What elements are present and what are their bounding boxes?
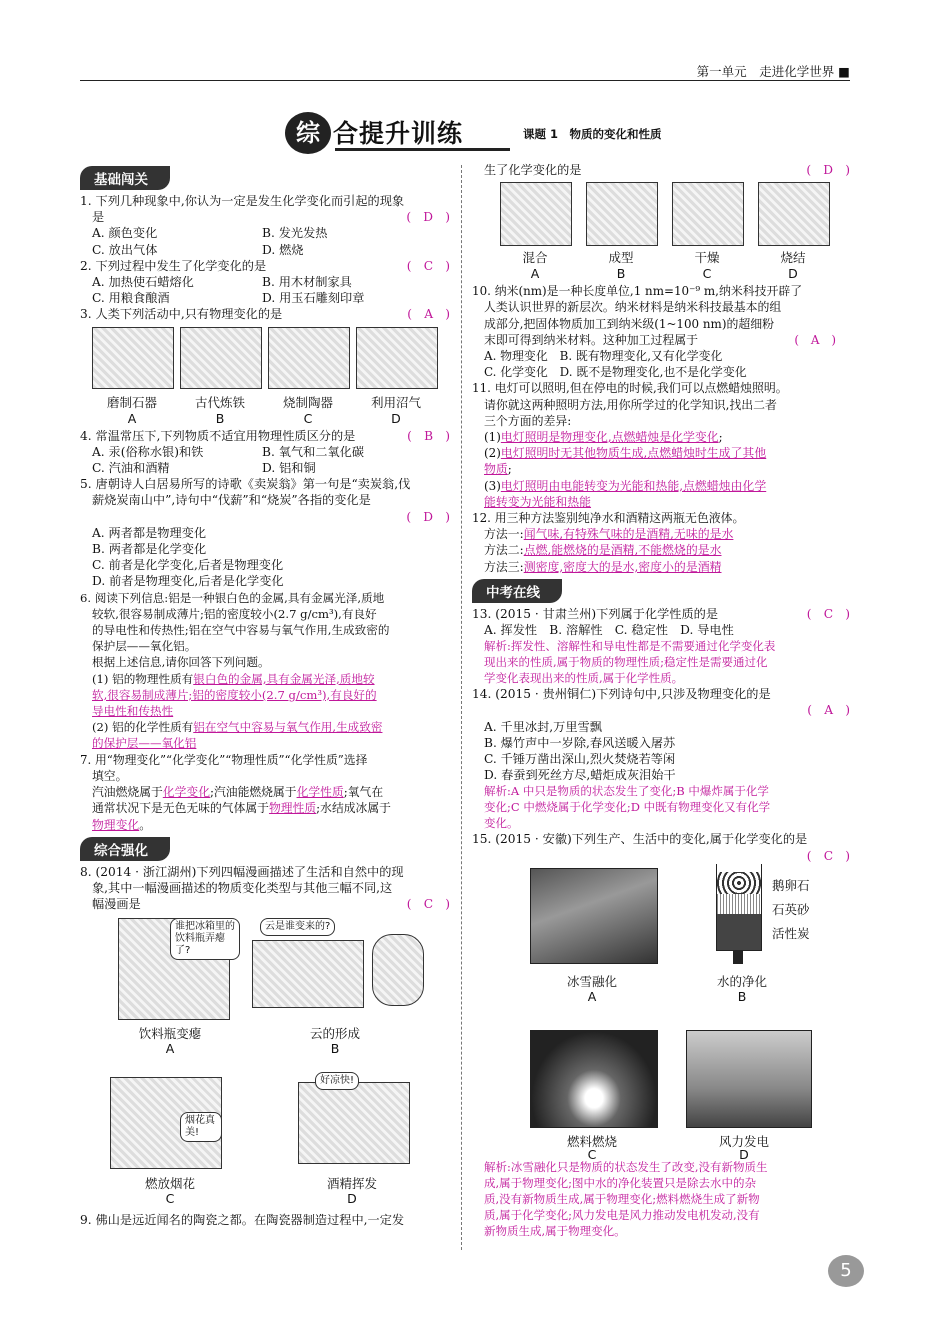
q12-method2: 方法二:	[484, 543, 524, 558]
q9-image-a	[500, 182, 572, 246]
q4-stem: 4. 常温常压下,下列物质不适宜用物理性质区分的是	[80, 428, 356, 443]
q15-filter-device	[716, 864, 762, 951]
q8-letter-c: C	[165, 1191, 175, 1207]
q7-text4: 通常状况下是无色无味的气体属于	[92, 801, 269, 816]
q11-line1: 11. 电灯可以照明,但在停电的时候,我们可以点燃蜡烛照明。	[472, 381, 788, 396]
q1-opt-a: A. 颜色变化	[92, 226, 158, 241]
q8-image-b	[252, 940, 364, 1008]
q15-label-carbon: 活性炭	[772, 925, 810, 941]
q15-explain3: 质,没有新物质生成,属于物理变化;燃料燃烧生成了新物	[484, 1191, 760, 1206]
q10-line4: 末即可得到纳米材料。这种加工过程属于	[484, 332, 699, 347]
q3-image-a	[92, 327, 174, 389]
question-14	[472, 686, 850, 831]
q3-letter-c: C	[303, 410, 313, 426]
q15-explain2: 成,属于物理变化;图中水的净化装置只是除去水中的杂	[484, 1175, 757, 1190]
q4-opt-a: A. 汞(俗称水银)和铁	[92, 444, 204, 459]
q12-answer2: 点燃,能燃烧的是酒精,不能燃烧的是水	[523, 543, 722, 558]
question-12	[472, 510, 850, 575]
q6-line4: 保护层——氧化铝。	[92, 639, 197, 654]
q11-part2: (2)	[484, 446, 501, 461]
q9-letter-c: C	[702, 266, 712, 282]
banner-title: 合提升训练	[333, 119, 464, 148]
q15-photo-a	[530, 868, 658, 964]
q14-opt-c: C. 千锤万凿出深山,烈火焚烧若等闲	[484, 752, 676, 767]
q3-answer: ( A )	[407, 307, 450, 322]
q12-answer3: 测密度,密度大的是水,密度小的是酒精	[523, 559, 722, 574]
q10-opts-cd: C. 化学变化 D. 既不是物理变化,也不是化学变化	[484, 365, 747, 380]
q15-explain4: 质,属于化学变化;风力发电是风力推动发电机发动,没有	[484, 1207, 760, 1222]
q6-line5: 根据上述信息,请你回答下列问题。	[92, 655, 270, 670]
q1-stem2: 是	[92, 210, 105, 225]
q2-opt-b: B. 用木材制家具	[262, 275, 352, 290]
column-divider	[461, 165, 462, 1250]
q15-letter-b: B	[737, 988, 747, 1004]
q11-semi1: ;	[718, 430, 723, 445]
q11-semi2: ;	[507, 462, 512, 477]
section-basic: 基础闯关	[80, 166, 170, 190]
q15-letter-d: D	[739, 1146, 749, 1162]
question-15	[472, 831, 850, 1238]
q4-answer: ( B )	[407, 428, 450, 443]
q15-label-pebble: 鹅卵石	[772, 877, 810, 893]
section-exam: 中考在线	[472, 579, 562, 603]
q1-opt-b: B. 发光发热	[262, 226, 328, 241]
q11-answer2a: 电灯照明时无其他物质生成,点燃蜡烛时生成了其他	[500, 446, 767, 461]
banner-underline	[335, 148, 510, 151]
q13-explain1: 解析:挥发性、溶解性和导电性都是不需要通过化学变化表	[484, 639, 776, 654]
q7-line1: 7. 用“物理变化”“化学变化”“物理性质”“化学性质”选择	[80, 752, 368, 767]
q1-stem: 1. 下列几种现象中,你认为一定是发生化学变化而引起的现象	[80, 194, 405, 208]
q8-bubble-d: 好凉快!	[315, 1072, 359, 1090]
question-3	[80, 306, 450, 425]
q15-label-sand: 石英砂	[772, 901, 810, 917]
q9-caption-c: 干燥	[694, 250, 720, 266]
q15-explain5: 新物质生成,属于物理变化。	[484, 1223, 626, 1238]
q13-options: A. 挥发性 B. 溶解性 C. 稳定性 D. 导电性	[484, 623, 734, 638]
q9-caption-b: 成型	[608, 250, 634, 266]
q6-part2: (2) 铝的化学性质有	[92, 720, 194, 735]
q11-line3: 三个方面的差异:	[484, 413, 572, 428]
question-6	[80, 590, 450, 752]
q8-answer: ( C )	[406, 897, 450, 912]
q14-explain1: 解析:A 中只是物质的状态发生了变化;B 中爆炸属于化学	[484, 784, 769, 799]
q6-answer1a: 银白色的金属,具有金属光泽,质地较	[193, 671, 375, 686]
right-column	[472, 162, 850, 1239]
q3-letter-d: D	[391, 410, 401, 426]
q2-opt-d: D. 用玉石雕刻印章	[262, 291, 365, 306]
q6-answer1b: 软,很容易制成薄片;铝的密度较小(2.7 g/cm³),有良好的	[92, 687, 377, 702]
q7-text1: 汽油燃烧属于	[92, 785, 163, 800]
q7-fill3: 物理性质	[268, 801, 317, 816]
page-number: 5	[828, 1255, 864, 1287]
q15-photo-c	[530, 1030, 658, 1128]
q5-stem1: 5. 唐朝诗人白居易所写的诗歌《卖炭翁》第一句是“卖炭翁,伐	[80, 477, 411, 492]
question-1	[80, 193, 450, 258]
q8-caption-b: 云的形成	[309, 1026, 360, 1042]
q9-image-c	[672, 182, 744, 246]
q8-bubble-a: 谁把冰箱里的饮料瓶弄瘪了?	[170, 918, 240, 960]
q11-answer2b: 物质	[484, 462, 508, 477]
q7-fill4: 物理变化	[92, 817, 140, 832]
q12-method3: 方法三:	[484, 559, 524, 574]
q11-part1: (1)	[484, 430, 501, 445]
q9-letter-a: A	[530, 266, 540, 282]
q8-letter-a: A	[165, 1041, 175, 1057]
section-banner	[285, 112, 705, 154]
q8-line3: 幅漫画是	[92, 897, 141, 912]
q9-caption-a: 混合	[522, 250, 548, 266]
question-5	[80, 476, 450, 589]
q8-image-d	[298, 1082, 410, 1164]
q8-bubble-c: 烟花真美!	[180, 1112, 222, 1142]
q15-letter-a: A	[587, 988, 597, 1004]
q14-explain3: 变化。	[484, 816, 519, 831]
question-11	[472, 380, 850, 510]
q14-opt-a: A. 千里冰封,万里雪飘	[484, 719, 602, 734]
q2-answer: ( C )	[406, 258, 450, 273]
q8-letter-d: D	[347, 1191, 357, 1207]
q11-part3: (3)	[484, 478, 501, 493]
header-unit: 第一单元	[696, 64, 747, 79]
q12-answer1: 闻气味,有特殊气味的是酒精,无味的是水	[523, 527, 734, 542]
q6-line1: 6. 阅读下列信息:铝是一种银白色的金属,具有金属光泽,质地	[80, 590, 385, 605]
q15-caption-d: 风力发电	[718, 1133, 769, 1149]
q5-opt-a: A. 两者都是物理变化	[92, 525, 207, 540]
q9-image-d	[758, 182, 830, 246]
q14-opt-b: B. 爆竹声中一岁除,春风送暖入屠苏	[484, 735, 676, 750]
q8-line2: 象,其中一幅漫画描述的物质变化类型与其他三幅不同,这	[92, 880, 393, 895]
q7-text3: ;氧气在	[343, 785, 384, 800]
q3-letter-a: A	[127, 410, 137, 426]
q3-letter-b: B	[215, 410, 225, 426]
lesson-title: 课题 1 物质的变化和性质	[523, 127, 662, 141]
q6-line3: 的导电性和传热性;铝在空气中容易与氧气作用,生成致密的	[92, 623, 390, 638]
q14-stem: 14. (2015 · 贵州铜仁)下列诗句中,只涉及物理变化的是	[472, 687, 771, 702]
q3-image-b	[180, 327, 262, 389]
q14-answer: ( A )	[807, 703, 850, 718]
q10-line3: 成部分,把固体物质加工到纳米级(1~100 nm)的超细粉	[484, 316, 775, 331]
q15-filter-tap	[733, 950, 743, 964]
q14-explain2: 变化;C 中燃烧属于化学变化;D 中既有物理变化又有化学	[484, 800, 771, 815]
q6-answer2a: 铝在空气中容易与氧气作用,生成致密	[193, 720, 383, 735]
q12-method1: 方法一:	[484, 527, 524, 542]
q11-line2: 请你就这两种照明方法,用你所学过的化学知识,找出二者	[484, 397, 777, 412]
q15-caption-a: 冰雪融化	[566, 973, 617, 989]
q2-opt-a: A. 加热使石蜡熔化	[92, 275, 194, 290]
q5-answer: ( D )	[406, 509, 450, 524]
q4-opt-c: C. 汽油和酒精	[92, 461, 170, 476]
q13-explain2: 现出来的性质,属于物质的物理性质;稳定性是需要通过化	[484, 655, 768, 670]
q7-fill1: 化学变化	[162, 785, 210, 800]
q8-caption-c: 燃放烟花	[144, 1176, 195, 1192]
q11-answer1: 电灯照明是物理变化,点燃蜡烛是化学变化	[500, 430, 719, 445]
q3-image-c	[268, 327, 350, 389]
q1-answer: ( D )	[406, 210, 450, 225]
q14-opt-d: D. 春蚕到死丝方尽,蜡炬成灰泪始干	[484, 768, 676, 783]
q4-opt-b: B. 氧气和二氧化碳	[262, 444, 365, 459]
banner-circle: 综	[285, 112, 331, 154]
q9-letter-b: B	[616, 266, 626, 282]
q15-caption-b: 水的净化	[716, 973, 767, 989]
q13-stem: 13. (2015 · 甘肃兰州)下列属于化学性质的是	[472, 606, 719, 621]
question-9-cont	[472, 162, 850, 281]
q13-explain3: 学变化表现出来的性质,属于化学性质。	[484, 671, 684, 686]
q1-opt-c: C. 放出气体	[92, 242, 158, 257]
q3-stem: 3. 人类下列活动中,只有物理变化的是	[80, 307, 283, 322]
q9-image-b	[586, 182, 658, 246]
left-column	[80, 162, 450, 1229]
q8-caption-d: 酒精挥发	[326, 1176, 377, 1192]
q10-opts-ab: A. 物理变化 B. 既有物理变化,又有化学变化	[484, 349, 723, 364]
q3-caption-b: 古代炼铁	[194, 394, 245, 410]
question-13	[472, 606, 850, 686]
q5-opt-b: B. 两者都是化学变化	[92, 542, 207, 557]
q8-line1: 8. (2014 · 浙江湖州)下列四幅漫画描述了生活和自然中的现	[80, 864, 404, 879]
q5-stem2: 薪烧炭南山中”,诗句中“伐薪”和“烧炭”各指的变化是	[92, 493, 371, 508]
q10-line2: 人类认识世界的新层次。纳米材料是纳米科技最基本的组	[484, 300, 782, 315]
q8-bubble-b: 云是谁变来的?	[260, 918, 335, 936]
q7-text6: 。	[139, 817, 152, 832]
q15-letter-c: C	[587, 1146, 597, 1162]
q2-stem: 2. 下列过程中发生了化学变化的是	[80, 258, 267, 273]
q11-answer3b: 能转变为光能和热能	[484, 494, 592, 509]
q15-photo-d	[686, 1030, 812, 1128]
q9-line2: 生了化学变化的是	[484, 163, 582, 177]
q15-caption-c: 燃料燃烧	[566, 1133, 617, 1149]
q6-line2: 较软,很容易制成薄片;铝的密度较小(2.7 g/cm³),有良好	[92, 606, 377, 621]
q15-explain1: 解析:冰雪融化只是物质的状态发生了改变,没有新物质生	[484, 1159, 768, 1174]
q10-answer: ( A )	[794, 332, 836, 347]
q5-opt-d: D. 前者是物理变化,后者是化学变化	[92, 574, 284, 589]
q7-text5: ;水结成冰属于	[316, 801, 391, 816]
section-comprehensive: 综合强化	[80, 837, 170, 861]
q15-answer: ( C )	[806, 848, 850, 863]
q7-line2: 填空。	[92, 768, 128, 783]
q6-answer1c: 导电性和传热性	[92, 704, 174, 719]
q3-caption-d: 利用沼气	[370, 394, 421, 410]
q5-opt-c: C. 前者是化学变化,后者是物理变化	[92, 558, 284, 573]
question-8	[80, 864, 450, 1213]
q8-boy-b	[372, 934, 424, 1006]
q4-opt-d: D. 铝和铜	[262, 461, 316, 476]
question-4	[80, 428, 450, 477]
q3-image-d	[356, 327, 438, 389]
q11-answer3a: 电灯照明由电能转变为光能和热能,点燃蜡烛由化学	[500, 478, 767, 493]
q9-caption-d: 烧结	[780, 250, 806, 266]
q6-answer2b: 的保护层——氧化铝	[92, 736, 197, 751]
q9-answer: ( D )	[806, 163, 850, 177]
q13-answer: ( C )	[806, 606, 850, 621]
q3-caption-c: 烧制陶器	[282, 394, 333, 410]
q9-letter-d: D	[788, 266, 798, 282]
q7-text2: ;汽油能燃烧属于	[210, 785, 297, 800]
q12-line1: 12. 用三种方法鉴别纯净水和酒精这两瓶无色液体。	[472, 511, 745, 526]
q6-part1: (1) 铝的物理性质有	[92, 671, 194, 686]
header-text: 第一单元 走进化学世界 ■	[696, 64, 850, 79]
q3-caption-a: 磨制石器	[106, 394, 157, 410]
q7-fill2: 化学性质	[296, 785, 344, 800]
q8-letter-b: B	[330, 1041, 340, 1057]
question-7	[80, 752, 450, 833]
question-10	[472, 283, 850, 380]
header-title: 走进化学世界	[759, 64, 835, 79]
q15-stem: 15. (2015 · 安徽)下列生产、生活中的变化,属于化学变化的是	[472, 832, 808, 847]
q10-line1: 10. 纳米(nm)是一种长度单位,1 nm=10⁻⁹ m,纳米科技开辟了	[472, 284, 803, 299]
q9-line1: 9. 佛山是远近闻名的陶瓷之都。在陶瓷器制造过程中,一定发	[80, 1213, 405, 1228]
q2-opt-c: C. 用粮食酿酒	[92, 291, 170, 306]
q8-caption-a: 饮料瓶变瘪	[138, 1026, 202, 1042]
running-header	[80, 58, 850, 81]
q1-opt-d: D. 燃烧	[262, 242, 304, 257]
question-2	[80, 258, 450, 307]
